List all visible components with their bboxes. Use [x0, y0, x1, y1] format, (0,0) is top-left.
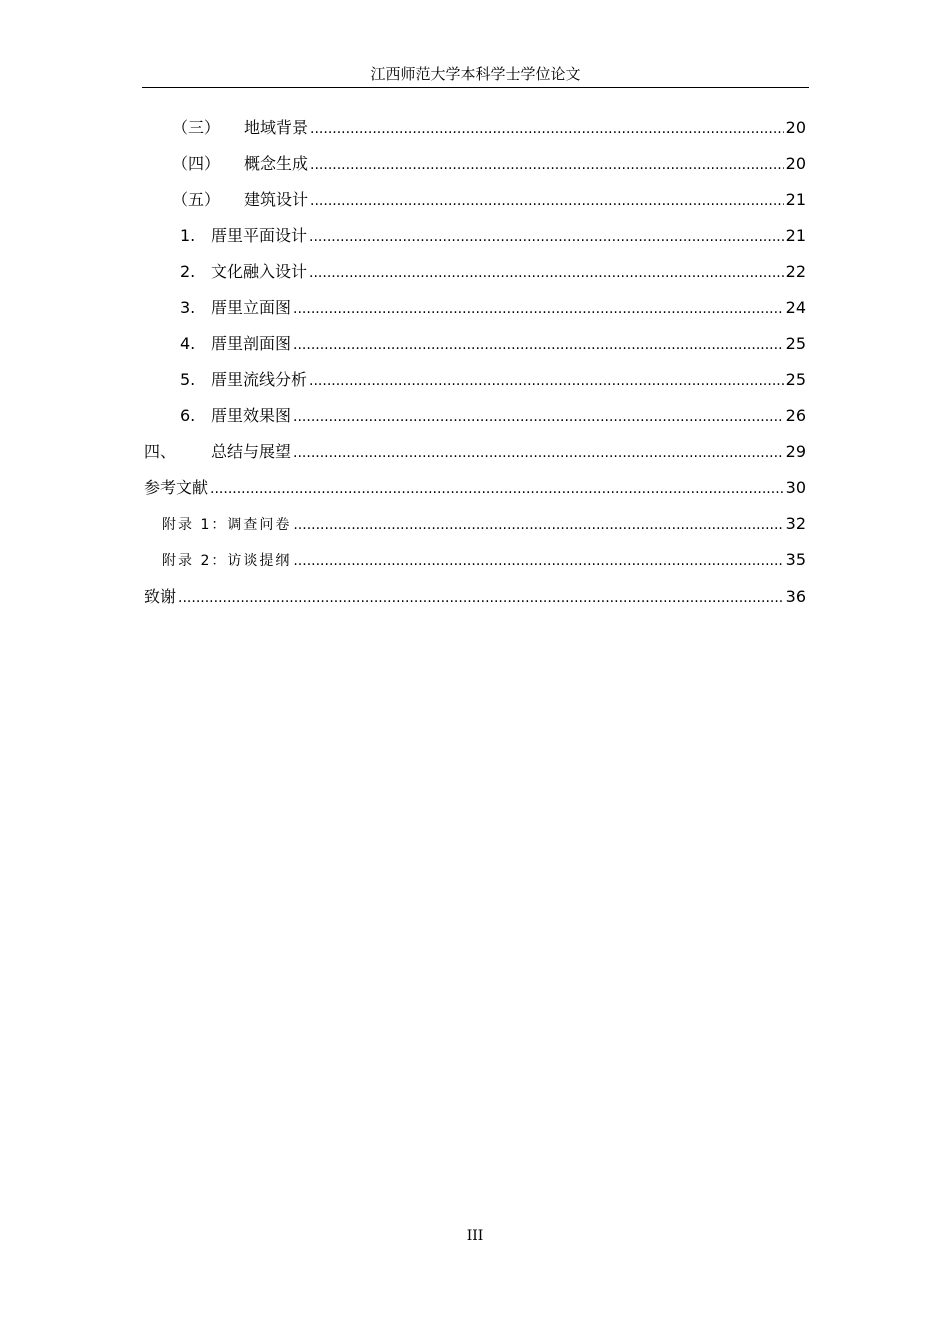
- toc-entry-title: 厝里剖面图: [211, 334, 292, 353]
- toc-dot-leader: [293, 405, 784, 429]
- toc-entry-appendix-1[interactable]: [162, 512, 806, 536]
- toc-entry-page: 32: [785, 514, 806, 533]
- toc-dot-leader: [178, 586, 784, 610]
- toc-entry-section-3[interactable]: [172, 116, 806, 140]
- toc-entry-title: 厝里效果图: [211, 406, 292, 425]
- toc-entry-page: 35: [785, 550, 806, 569]
- toc-entry-page: 30: [785, 478, 806, 497]
- page-header: [142, 64, 809, 88]
- page-number: III: [466, 1228, 484, 1244]
- toc-dot-leader: [310, 117, 784, 141]
- toc-entry-subsection-1[interactable]: [180, 224, 806, 248]
- toc-entry-title: 厝里平面设计: [211, 226, 308, 245]
- toc-entry-page: 25: [785, 334, 806, 353]
- toc-dot-leader: [310, 189, 784, 213]
- toc-dot-leader: [293, 333, 784, 357]
- toc-entry-number: （五）: [172, 190, 221, 209]
- toc-entry-title: 致谢: [144, 587, 177, 606]
- toc-dot-leader: [309, 225, 784, 249]
- toc-dot-leader: [293, 441, 784, 465]
- toc-dot-leader: [210, 477, 784, 501]
- toc-entry-number: 6.: [180, 406, 196, 425]
- toc-entry-number: 1.: [180, 226, 196, 245]
- toc-dot-leader: [309, 369, 784, 393]
- toc-entry-subsection-2[interactable]: [180, 260, 806, 284]
- toc-entry-page: 29: [785, 442, 806, 461]
- toc-entry-section-4[interactable]: [172, 152, 806, 176]
- toc-entry-page: 20: [785, 118, 806, 137]
- toc-entry-subsection-6[interactable]: [180, 404, 806, 428]
- toc-entry-title: 概念生成: [244, 154, 309, 173]
- toc-entry-title: 参考文献: [144, 478, 209, 497]
- toc-entry-page: 20: [785, 154, 806, 173]
- toc-entry-page: 21: [785, 226, 806, 245]
- toc-entry-number: 4.: [180, 334, 196, 353]
- toc-entry-number: 四、: [144, 442, 177, 461]
- toc-entry-title: 文化融入设计: [211, 262, 308, 281]
- toc-entry-number: 3.: [180, 298, 196, 317]
- toc-entry-number: 5.: [180, 370, 196, 389]
- toc-entry-acknowledgements[interactable]: [144, 585, 806, 609]
- toc-entry-page: 36: [785, 587, 806, 606]
- toc-entry-page: 24: [785, 298, 806, 317]
- toc-dot-leader: [293, 297, 784, 321]
- toc-entry-page: 22: [785, 262, 806, 281]
- toc-entry-number: （三）: [172, 118, 221, 137]
- toc-entry-title: 地域背景: [244, 118, 309, 137]
- toc-dot-leader: [293, 549, 783, 573]
- toc-entry-page: 21: [785, 190, 806, 209]
- toc-entry-number: 2.: [180, 262, 196, 281]
- toc-entry-section-5[interactable]: [172, 188, 806, 212]
- toc-entry-chapter-4[interactable]: [144, 440, 806, 464]
- toc-entry-title: 附录 1：调查问卷: [162, 517, 292, 533]
- toc-entry-subsection-3[interactable]: [180, 296, 806, 320]
- toc-entry-references[interactable]: [144, 476, 806, 500]
- toc-dot-leader: [293, 513, 783, 537]
- toc-entry-title: 建筑设计: [244, 190, 309, 209]
- toc-entry-title: 总结与展望: [211, 442, 292, 461]
- toc-entry-page: 25: [785, 370, 806, 389]
- toc-entry-title: 厝里立面图: [211, 298, 292, 317]
- toc-entry-subsection-4[interactable]: [180, 332, 806, 356]
- toc-entry-title: 附录 2：访谈提纲: [162, 553, 292, 569]
- toc-dot-leader: [310, 153, 784, 177]
- toc-entry-appendix-2[interactable]: [162, 548, 806, 572]
- toc-entry-subsection-5[interactable]: [180, 368, 806, 392]
- toc-entry-title: 厝里流线分析: [211, 370, 308, 389]
- page-footer: [0, 1226, 950, 1246]
- toc-entry-number: （四）: [172, 154, 221, 173]
- toc-dot-leader: [309, 261, 784, 285]
- header-title: 江西师范大学本科学士学位论文: [370, 65, 581, 83]
- toc-entry-page: 26: [785, 406, 806, 425]
